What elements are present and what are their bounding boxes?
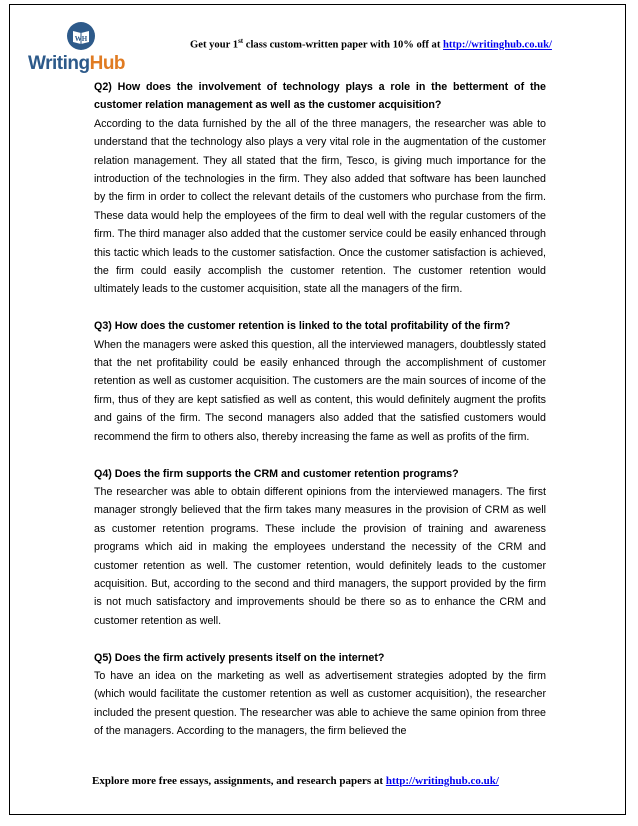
answer-q4: The researcher was able to obtain different opinions from the interviewed managers. The first manager strongly believed that the firm takes many measures in the provision of CRM as well as customer retention programs. These include the provision of training and awareness programs which aid in making the employees understand the necessity of the CRM and customer retention as well. The customer retention, would definitely leads to the customer acquisition. But, according to the second and third managers, the support provided by the firm is not much satisfactory and improvements should be there so as to enhance the CRM and customer retention as well. bbox=[94, 485, 546, 627]
book-emblem-icon bbox=[66, 21, 96, 51]
header-prefix: Get your 1 bbox=[190, 39, 239, 51]
question-q4: Q4) Does the firm supports the CRM and customer retention programs? bbox=[94, 467, 459, 480]
question-q3: Q3) How does the customer retention is linked to the total profitability of the firm? bbox=[94, 320, 511, 333]
header-link[interactable]: http://writinghub.co.uk/ bbox=[443, 39, 552, 51]
answer-q5: To have an idea on the marketing as well as advertisement strategies adopted by the firm (which would facilitate the customer retention as well as customer acquisition), the researcher included the present question. The researcher was able to achieve the same opinion from three of the managers. According to the managers, the firm believed the bbox=[94, 669, 546, 738]
header-sup: st bbox=[238, 37, 244, 45]
question-q5: Q5) Does the firm actively presents itself on the internet? bbox=[94, 651, 385, 664]
logo-word-writing: Writing bbox=[28, 53, 90, 74]
answer-q3: When the managers were asked this question, all the interviewed managers, doubtlessly stated that the net profitability could be easily enhanced through the accomplishment of customer retention as well as customer acquisition. The customers are the main sources of income of the firm, thus of they are kept satisfied as well as content, this would definitely augment the profits and gains of the firm. The second managers also added that the satisfied customers would recommend the firm to others also, thereby increasing the fame as well as profits of the firm. bbox=[94, 338, 546, 443]
logo-word-hub: Hub bbox=[89, 53, 126, 74]
writinghub-logo bbox=[28, 21, 126, 77]
logo-badge-text: WH bbox=[74, 35, 88, 43]
logo-wordmark bbox=[28, 53, 125, 75]
document-body bbox=[94, 78, 546, 741]
answer-q2: According to the data furnished by the all of the three managers, the researcher was able to understand that the technology also plays a very vital role in the augmentation of the customer relation management. They all stated that the firm, Tesco, is giving much importance for the introduction of the technologies in the firm. They also added that software has been launched by the firm in order to collect the relevant details of the customers who purchase from the firm. These data would help the employees of the firm to deal well with the regular customers of the firm. The third manager also added that the customer service could be easily enhanced through this tactic which leads to the customer satisfaction. Once the customer satisfaction is achieved, the firm could easily accomplish the customer retention. The customer retention would ultimately leads to the customer acquisition, state all the managers of the firm. bbox=[94, 117, 546, 296]
header-middle: class custom-written paper with 10% off at bbox=[243, 39, 444, 51]
footer-text: Explore more free essays, assignments, and research papers at bbox=[92, 775, 386, 787]
question-q2: Q2) How does the involvement of technology plays a role in the betterment of the customer relation management as well as the customer acquisition? bbox=[94, 81, 546, 112]
footer-link[interactable]: http://writinghub.co.uk/ bbox=[385, 775, 499, 787]
page-footer bbox=[92, 775, 499, 787]
